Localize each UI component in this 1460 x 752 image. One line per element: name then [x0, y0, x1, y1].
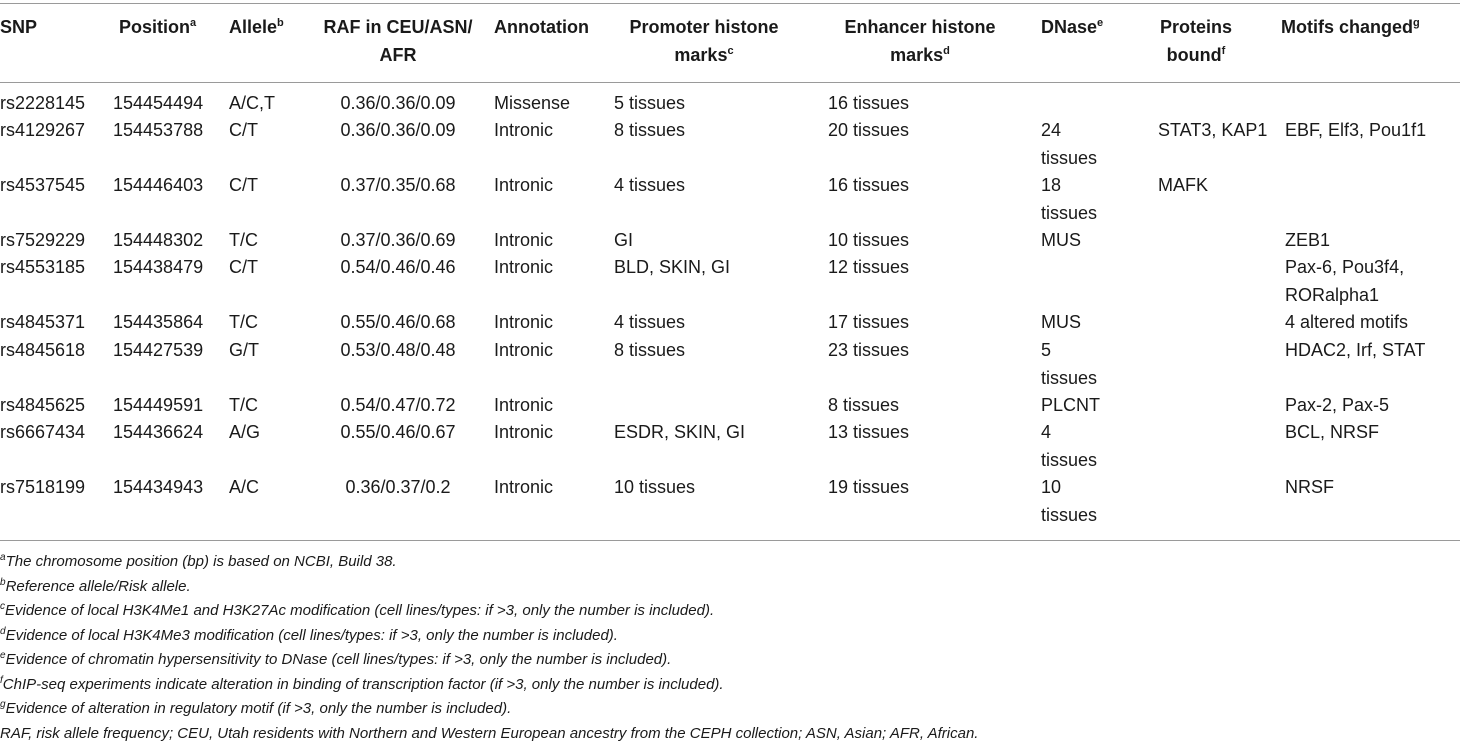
cell-annotation: Intronic [494, 175, 554, 195]
cell-promoter: 4 tissues [614, 175, 686, 195]
cell-position: 154427539 [113, 340, 204, 360]
footnote-marker: f [0, 674, 3, 686]
cell-position: 154434943 [113, 477, 204, 497]
cell-motifs: EBF, Elf3, Pou1f1 [1285, 120, 1427, 140]
cell-raf: 0.54/0.47/0.72 [340, 395, 456, 415]
cell-enhancer: 23 tissues [828, 340, 910, 360]
cell-annotation: Intronic [494, 257, 554, 277]
cell-motifs: Pax-2, Pax-5 [1285, 395, 1390, 415]
cell-motifs: NRSF [1285, 477, 1334, 497]
cell-enhancer: 20 tissues [828, 120, 910, 140]
cell-raf: 0.55/0.46/0.68 [340, 312, 456, 332]
cell-motifs: BCL, NRSF [1285, 422, 1380, 442]
cell-allele: T/C [229, 230, 258, 250]
cell-dnase: MUS [1041, 230, 1081, 250]
cell-raf: 0.37/0.36/0.69 [340, 230, 456, 250]
cell-proteins: STAT3, KAP1 [1158, 120, 1268, 140]
top-rule [0, 3, 1460, 4]
footnote-marker: c [0, 601, 5, 612]
cell-enhancer: 17 tissues [828, 312, 910, 332]
cell-promoter: 4 tissues [614, 312, 686, 332]
cell-dnase: MUS [1041, 312, 1081, 332]
cell-allele: G/T [229, 340, 259, 360]
cell-dnase: PLCNT [1041, 395, 1101, 415]
cell-enhancer: 12 tissues [828, 257, 910, 277]
cell-allele: A/C,T [229, 93, 276, 113]
cell-allele: T/C [229, 395, 258, 415]
cell-snp: rs4845371 [0, 312, 86, 332]
column-header-label: Position [119, 17, 190, 37]
header-rule [0, 82, 1460, 83]
cell-allele: C/T [229, 120, 258, 140]
cell-snp: rs2228145 [0, 93, 86, 113]
cell-promoter: 5 tissues [614, 93, 686, 113]
cell-dnase: 4 tissues [1041, 422, 1098, 470]
footnote-a [0, 550, 397, 574]
footnote-text: Evidence of local H3K4Me3 modification (cell lines/types: if >3, only the number is included). [5, 626, 618, 644]
cell-raf: 0.36/0.36/0.09 [340, 120, 456, 140]
cell-allele: C/T [229, 175, 258, 195]
cell-promoter: 8 tissues [614, 120, 686, 140]
cell-motifs: ZEB1 [1285, 230, 1331, 250]
cell-motifs: 4 altered motifs [1285, 312, 1409, 332]
footnote-marker: e [1097, 17, 1104, 29]
cell-position: 154438479 [113, 257, 204, 277]
cell-enhancer: 19 tissues [828, 477, 910, 497]
cell-promoter: 10 tissues [614, 477, 696, 497]
abbreviations-note [0, 722, 978, 746]
footnote-marker: g [0, 699, 6, 710]
cell-allele: C/T [229, 257, 258, 277]
cell-annotation: Intronic [494, 230, 554, 250]
cell-enhancer: 16 tissues [828, 175, 910, 195]
cell-annotation: Intronic [494, 312, 554, 332]
column-header-allele [229, 13, 309, 41]
cell-promoter: 8 tissues [614, 340, 686, 360]
footnote-text: The chromosome position (bp) is based on NCBI, Build 38. [5, 553, 397, 570]
cell-snp: rs4845625 [0, 395, 86, 415]
footnote-text: Evidence of alteration in regulatory motif (if >3, only the number is included). [5, 700, 512, 717]
column-header-annotation [494, 13, 604, 41]
column-header-label: Proteins bound [1159, 17, 1233, 65]
cell-position: 154446403 [113, 175, 204, 195]
footnote-text: Reference allele/Risk allele. [5, 577, 191, 595]
cell-allele: A/C [229, 477, 260, 497]
cell-raf: 0.55/0.46/0.67 [340, 422, 456, 442]
column-header-label: Allele [229, 17, 278, 37]
footnote-text: Evidence of chromatin hypersensitivity to DNase (cell lines/types: if >3, only the number is included). [5, 651, 672, 668]
cell-snp: rs6667434 [0, 422, 86, 442]
footnote-text: ChIP-seq experiments indicate alteration in binding of transcription factor (if >3, only the number is included). [2, 675, 724, 693]
column-header-label: RAF in CEU/ASN/ AFR [323, 17, 473, 65]
cell-snp: rs4537545 [0, 175, 86, 195]
cell-allele: A/G [229, 422, 261, 442]
column-header-proteins [1148, 13, 1244, 69]
cell-raf: 0.37/0.35/0.68 [340, 175, 456, 195]
cell-position: 154454494 [113, 93, 204, 113]
cell-raf: 0.36/0.36/0.09 [340, 93, 456, 113]
cell-snp: rs4553185 [0, 257, 86, 277]
footnote-marker: a [0, 552, 6, 563]
column-header-dnase [1041, 13, 1131, 41]
cell-enhancer: 8 tissues [828, 395, 900, 415]
cell-snp: rs4129267 [0, 120, 86, 140]
footnote-marker: d [943, 45, 950, 57]
column-header-label: DNase [1041, 17, 1098, 37]
footnote-f [0, 673, 724, 697]
footnote-marker: b [0, 576, 6, 588]
cell-position: 154436624 [113, 422, 204, 442]
footnote-marker: f [1221, 45, 1226, 57]
footnote-b [0, 575, 191, 599]
footnote-e [0, 648, 671, 672]
bottom-rule [0, 540, 1460, 541]
footnote-marker: a [190, 17, 197, 29]
column-header-label: Promoter histone marks [629, 17, 779, 65]
cell-dnase: 10 tissues [1041, 477, 1098, 525]
cell-dnase: 18 tissues [1041, 175, 1098, 223]
column-header-position [119, 13, 219, 41]
footnote-marker: d [0, 625, 6, 637]
cell-snp: rs7518199 [0, 477, 86, 497]
cell-position: 154453788 [113, 120, 204, 140]
cell-snp: rs7529229 [0, 230, 86, 250]
cell-annotation: Intronic [494, 395, 554, 415]
cell-dnase: 5 tissues [1041, 340, 1098, 388]
footnote-marker: c [727, 45, 734, 57]
cell-motifs: Pax-6, Pou3f4, RORalpha1 [1285, 257, 1405, 305]
cell-position: 154449591 [113, 395, 204, 415]
cell-position: 154448302 [113, 230, 204, 250]
column-header-raf [308, 13, 488, 69]
cell-annotation: Intronic [494, 422, 554, 442]
footnote-text: RAF, risk allele frequency; CEU, Utah residents with Northern and Western European ancestry from the CEPH collection; ASN, Asian; AFR, African. [0, 724, 979, 742]
column-header-motifs [1281, 13, 1456, 41]
cell-dnase: 24 tissues [1041, 120, 1098, 168]
cell-raf: 0.54/0.46/0.46 [340, 257, 456, 277]
footnote-marker: e [0, 650, 6, 661]
cell-enhancer: 13 tissues [828, 422, 910, 442]
cell-motifs: HDAC2, Irf, STAT [1285, 340, 1426, 360]
column-header-promoter [619, 13, 789, 69]
cell-snp: rs4845618 [0, 340, 86, 360]
cell-promoter: BLD, SKIN, GI [614, 257, 731, 277]
footnote-d [0, 624, 618, 648]
column-header-label: Motifs changed [1281, 17, 1414, 37]
cell-annotation: Intronic [494, 120, 554, 140]
column-header-enhancer [832, 13, 1008, 69]
cell-enhancer: 10 tissues [828, 230, 910, 250]
column-header-label: Enhancer histone marks [844, 17, 996, 65]
footnote-c [0, 599, 714, 623]
cell-raf: 0.53/0.48/0.48 [340, 340, 456, 360]
cell-proteins: MAFK [1158, 175, 1209, 195]
column-header-label: Annotation [494, 17, 589, 37]
cell-promoter: ESDR, SKIN, GI [614, 422, 746, 442]
cell-promoter: GI [614, 230, 634, 250]
cell-allele: T/C [229, 312, 258, 332]
footnote-g [0, 697, 511, 721]
cell-position: 154435864 [113, 312, 204, 332]
cell-annotation: Intronic [494, 340, 554, 360]
footnote-marker: g [1413, 17, 1420, 29]
cell-annotation: Intronic [494, 477, 554, 497]
footnote-marker: b [277, 17, 284, 29]
cell-enhancer: 16 tissues [828, 93, 910, 113]
column-header-snp [0, 13, 80, 41]
footnote-text: Evidence of local H3K4Me1 and H3K27Ac modification (cell lines/types: if >3, only the number is included). [5, 602, 715, 619]
column-header-label: SNP [0, 17, 38, 37]
cell-raf: 0.36/0.37/0.2 [345, 477, 451, 497]
cell-annotation: Missense [494, 93, 571, 113]
